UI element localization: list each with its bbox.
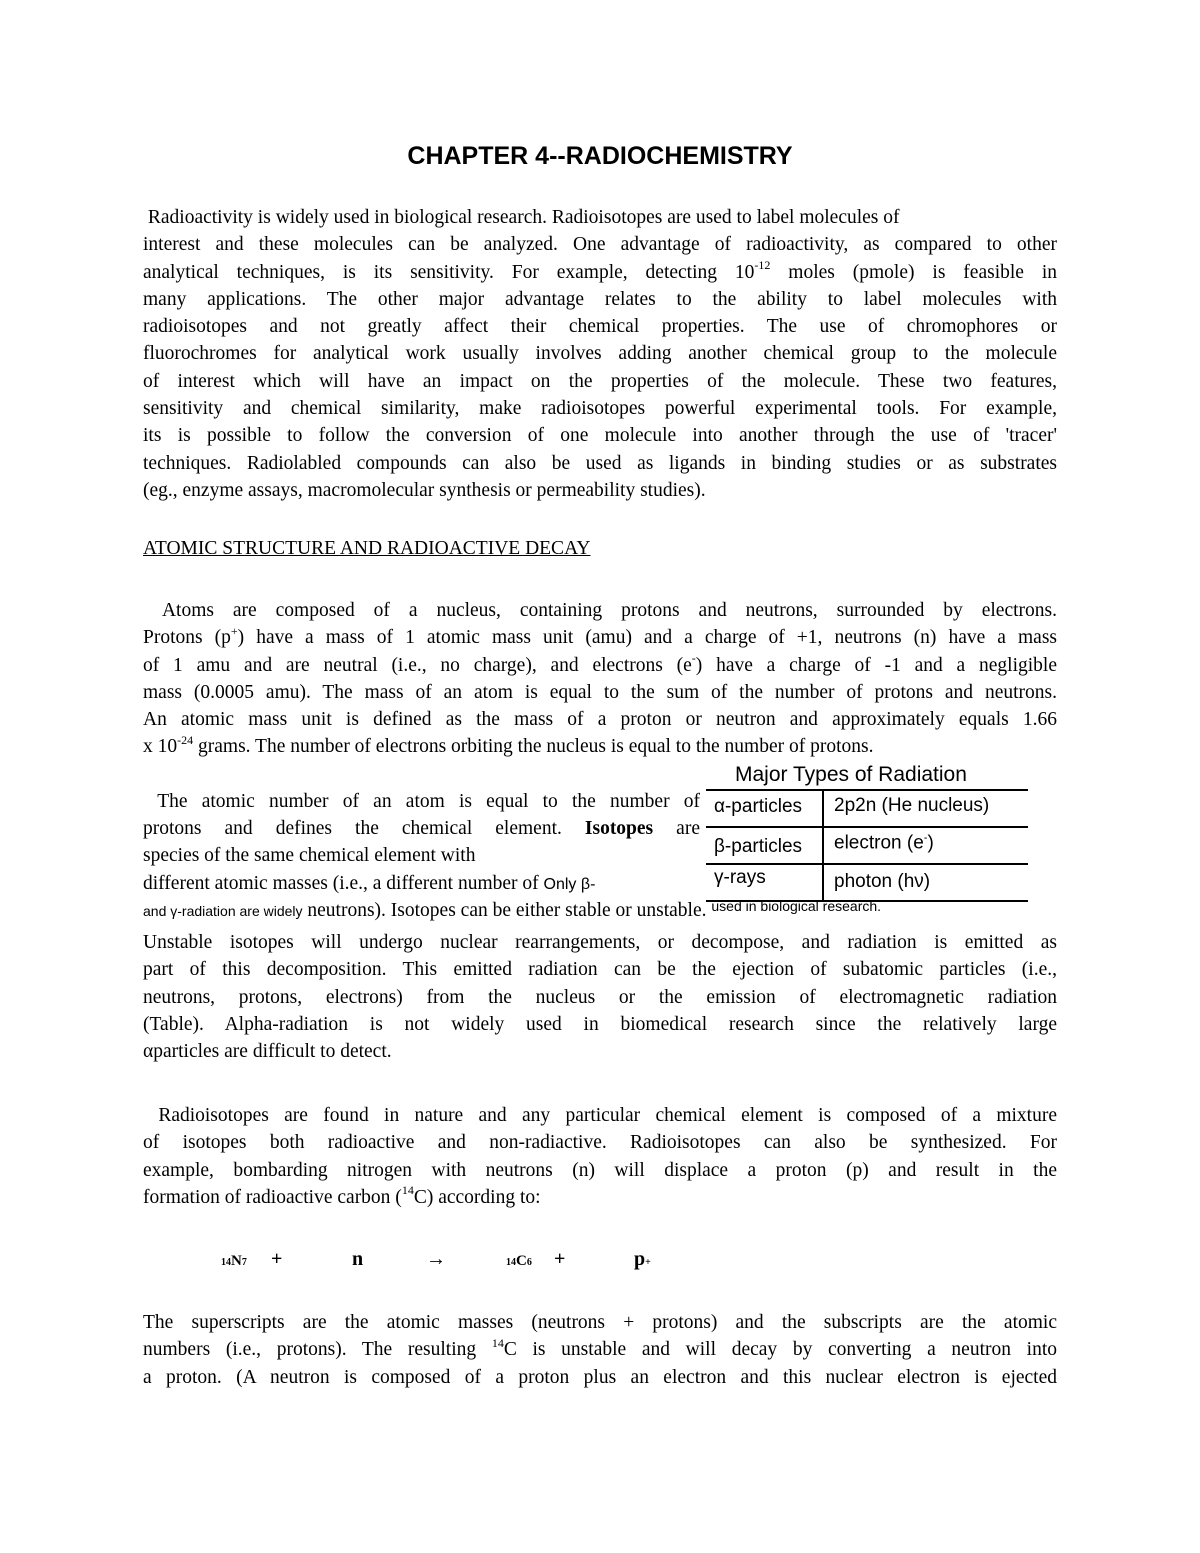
superscript: -24	[177, 732, 194, 747]
atoms-line: mass (0.0005 amu). The mass of an atom is equal to the sum of the number of protons and neutrons.	[143, 681, 1057, 703]
atoms-line	[143, 652, 1057, 679]
radiation-type-cell: α-particles	[714, 796, 803, 817]
isotopes-paragraph	[143, 929, 1057, 1065]
radiation-type-cell: γ-rays	[714, 867, 766, 888]
bold-term: Isotopes	[584, 818, 654, 839]
arrow-icon: →	[426, 1248, 446, 1270]
radiation-table	[706, 789, 1028, 902]
isotopes-line	[143, 818, 700, 840]
element-symbol: C	[516, 1253, 527, 1269]
superscript: 14	[401, 1183, 414, 1198]
text-run: neutrons). Isotopes can be either stable or unstable.	[302, 900, 712, 921]
plus-sign: +	[271, 1248, 283, 1270]
text-run: formation of radioactive carbon (	[143, 1186, 402, 1208]
table-row	[706, 826, 1028, 863]
neutron-term: n	[352, 1248, 364, 1270]
text-run: )	[927, 832, 934, 854]
intro-line: of interest which will have an impact on the properties of the molecule. These two features,	[143, 370, 1057, 392]
atoms-paragraph	[143, 597, 1057, 761]
text-run: numbers (i.e., protons). The resulting	[143, 1339, 492, 1361]
radioisotopes-line	[143, 1184, 1057, 1211]
table-divider	[822, 865, 824, 900]
intro-line	[143, 259, 1057, 286]
overlap-note: used in biological research.	[711, 898, 882, 914]
intro-line: (eg., enzyme assays, macromolecular synthesis or permeability studies).	[143, 479, 706, 501]
isotopes-line: neutrons, protons, electrons) from the nucleus or the emission of electromagnetic radiation	[143, 986, 1057, 1008]
nitrogen-14-term	[221, 1248, 247, 1271]
isotopes-line	[143, 791, 700, 813]
intro-paragraph	[143, 204, 1057, 504]
intro-line: many applications. The other major advantage relates to the ability to label molecules with	[143, 288, 1057, 310]
intro-line: sensitivity and chemical similarity, make radioisotopes powerful experimental tools. For example,	[143, 398, 1057, 420]
radiation-type-cell: β-particles	[714, 836, 803, 857]
radioisotopes-line	[143, 1102, 1057, 1129]
text-run: Radioactivity is widely used in biological research. Radioisotopes are used to label molecules of	[147, 207, 900, 228]
atomic-number: 6	[526, 1257, 532, 1268]
superscript: -	[691, 651, 696, 666]
plus-sign: +	[554, 1248, 566, 1270]
radioisotopes-paragraph	[143, 1102, 1057, 1211]
radioisotopes-line: example, bombarding nitrogen with neutrons (n) will displace a proton (p) and result in the	[143, 1159, 1057, 1181]
proton-symbol: p	[634, 1248, 646, 1270]
section-heading: ATOMIC STRUCTURE AND RADIOACTIVE DECAY	[143, 538, 591, 559]
text-run: ) have a charge of -1 and a negligible	[695, 654, 1057, 676]
closing-line: a proton. (A neutron is composed of a proton plus an electron and this nuclear electron is ejected	[143, 1366, 1057, 1388]
text-run: Protons (p	[143, 627, 231, 649]
closing-paragraph	[143, 1309, 1057, 1391]
text-run: x 10	[143, 736, 178, 758]
element-symbol: N	[231, 1253, 242, 1269]
intro-line: fluorochromes for analytical work usually involves adding another chemical group to the molecule	[143, 343, 1057, 365]
table-row	[706, 789, 1028, 826]
closing-line	[143, 1336, 1057, 1363]
isotopes-line: species of the same chemical element with	[143, 845, 476, 866]
text-run: different atomic masses (i.e., a different number of	[143, 873, 544, 894]
atoms-line	[143, 597, 1057, 624]
intro-line	[143, 204, 1057, 231]
isotopes-line: αparticles are difficult to detect.	[143, 1041, 392, 1063]
isotopes-line: part of this decomposition. This emitted radiation can be the ejection of subatomic particles (i.e.,	[143, 959, 1057, 981]
overlap-note: and γ-radiation are widely	[143, 903, 303, 919]
isotopes-line	[143, 873, 595, 895]
overlap-note: Only β-	[543, 876, 596, 893]
text-run: ) have a mass of 1 atomic mass unit (amu) and a charge of +1, neutrons (n) have a mass	[237, 627, 1057, 649]
atoms-line	[143, 624, 1057, 651]
table-divider	[822, 828, 824, 863]
carbon-14-term	[506, 1248, 532, 1271]
text-run: C) according to:	[413, 1186, 541, 1208]
table-caption: Major Types of Radiation	[735, 763, 967, 786]
intro-line: radioisotopes and not greatly affect their chemical properties. The use of chromophores or	[143, 316, 1057, 338]
radiation-desc-cell	[834, 832, 934, 854]
superscript: -	[923, 832, 928, 844]
radioisotopes-line: of isotopes both radioactive and non-radiactive. Radioisotopes can also be synthesized. For	[143, 1132, 1057, 1154]
atoms-line	[143, 733, 1057, 760]
radiation-desc-cell: 2p2n (He nucleus)	[834, 795, 990, 816]
closing-line: The superscripts are the atomic masses (neutrons + protons) and the subscripts are the atomic	[143, 1312, 1057, 1333]
intro-line: techniques. Radiolabled compounds can also be used as ligands in binding studies or as substrates	[143, 452, 1057, 474]
text-run: are	[653, 818, 700, 839]
proton-term	[634, 1248, 651, 1271]
radiation-desc-cell: photon (hν)	[834, 871, 931, 892]
isotopes-line: (Table). Alpha-radiation is not widely used in biomedical research since the relatively large	[143, 1013, 1057, 1035]
superscript: +	[230, 623, 238, 638]
text-run: protons and defines the chemical element.	[143, 818, 585, 839]
table-row	[706, 863, 1028, 902]
isotopes-line: Unstable isotopes will undergo nuclear rearrangements, or decompose, and radiation is emitted as	[143, 932, 1057, 953]
atoms-line: An atomic mass unit is defined as the mass of a proton or neutron and approximately equals 1.66	[143, 709, 1057, 731]
text-run: Radioisotopes are found in nature and any particular chemical element is composed of a mixture	[158, 1105, 1057, 1126]
isotopes-line	[143, 900, 1057, 922]
superscript: 14	[491, 1335, 504, 1350]
text-run: Atoms are composed of a nucleus, containing protons and neutrons, surrounded by electrons.	[161, 600, 1057, 621]
text-run: electron (e	[834, 832, 924, 854]
chapter-title: CHAPTER 4--RADIOCHEMISTRY	[407, 142, 793, 170]
charge: +	[645, 1257, 651, 1268]
text-run: moles (pmole) is feasible in	[770, 261, 1057, 283]
intro-line: interest and these molecules can be analyzed. One advantage of radioactivity, as compared to other	[143, 234, 1057, 256]
text-run: grams. The number of electrons orbiting the nucleus is equal to the number of protons.	[193, 736, 874, 758]
mass-number: 14	[506, 1257, 516, 1268]
atomic-number: 7	[241, 1257, 247, 1268]
table-divider	[822, 791, 824, 826]
superscript: -12	[754, 258, 771, 273]
text-run: The atomic number of an atom is equal to the number of	[157, 791, 701, 812]
text-run: of 1 amu and are neutral (i.e., no charge), and electrons (e	[143, 654, 692, 676]
intro-line: its is possible to follow the conversion of one molecule into another through the use of 'tracer'	[143, 425, 1057, 447]
text-run: C is unstable and will decay by converting a neutron into	[503, 1339, 1057, 1361]
mass-number: 14	[221, 1257, 231, 1268]
text-run: analytical techniques, is its sensitivity. For example, detecting 10	[143, 261, 755, 283]
